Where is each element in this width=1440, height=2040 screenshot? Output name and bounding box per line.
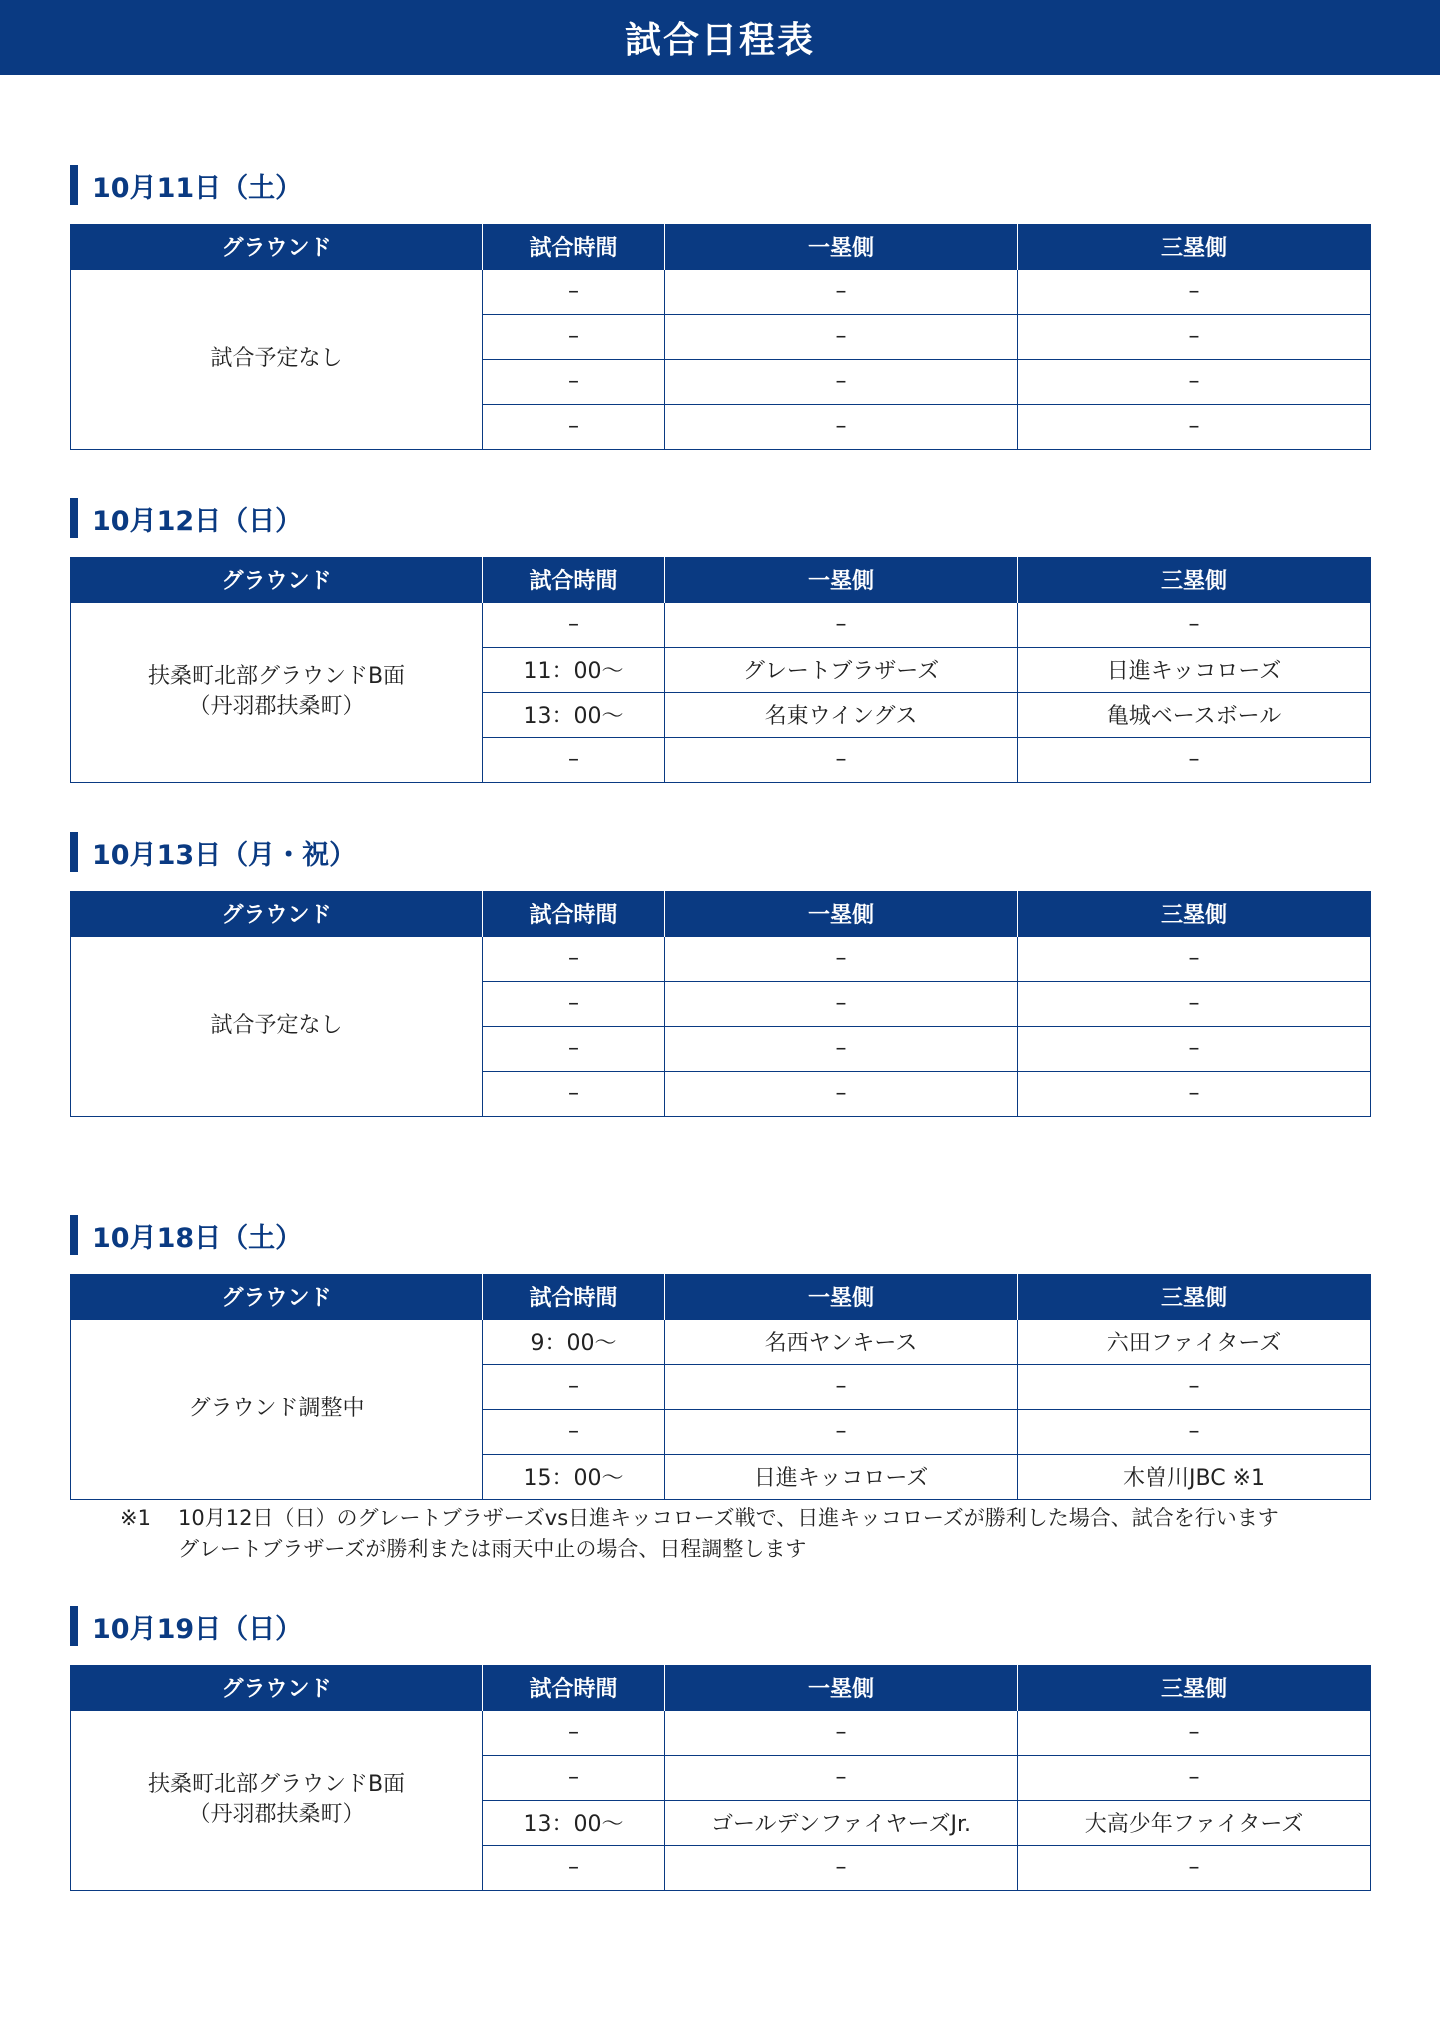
header-first-base: 一塁側 xyxy=(665,891,1018,936)
third-base-team: 日進キッコローズ xyxy=(1018,647,1371,692)
first-base-team: 名西ヤンキース xyxy=(665,1319,1018,1364)
day-date: 10月19日（日） xyxy=(92,1613,303,1645)
header-ground: グラウンド xyxy=(71,1665,483,1710)
first-base-team: – xyxy=(665,269,1018,314)
day-date: 10月13日（月・祝） xyxy=(92,839,357,871)
header-first-base: 一塁側 xyxy=(665,1274,1018,1319)
table-row xyxy=(71,1319,1371,1364)
header-first-base: 一塁側 xyxy=(665,557,1018,602)
first-base-team: – xyxy=(665,602,1018,647)
first-base-team: – xyxy=(665,1710,1018,1755)
ground-location: （丹羽郡扶桑町） xyxy=(188,694,365,719)
day-heading xyxy=(70,832,356,872)
third-base-team: – xyxy=(1018,1755,1371,1800)
first-base-team: 日進キッコローズ xyxy=(665,1454,1018,1499)
header-first-base: 一塁側 xyxy=(665,1665,1018,1710)
first-base-team: – xyxy=(665,1845,1018,1890)
match-time: – xyxy=(483,981,665,1026)
ground-location: （丹羽郡扶桑町） xyxy=(188,1802,365,1827)
match-time: – xyxy=(483,1409,665,1454)
schedule-table xyxy=(70,224,1371,450)
third-base-team: – xyxy=(1018,981,1371,1026)
first-base-team: ゴールデンファイヤーズJr. xyxy=(665,1800,1018,1845)
ground-name: 扶桑町北部グラウンドB面 xyxy=(147,664,406,689)
header-first-base: 一塁側 xyxy=(665,224,1018,269)
footnote-text-2: グレートブラザーズが勝利または雨天中止の場合、日程調整します xyxy=(178,1537,807,1561)
footnote-text-1: 10月12日（日）のグレートブラザーズvs日進キッコローズ戦で、日進キッコローズが勝利した場合、試合を行います xyxy=(178,1506,1279,1530)
match-time: – xyxy=(483,936,665,981)
third-base-team: – xyxy=(1018,737,1371,782)
heading-accent-bar xyxy=(70,165,78,205)
header-time: 試合時間 xyxy=(483,1274,665,1319)
schedule-table xyxy=(70,1274,1371,1500)
third-base-team: – xyxy=(1018,1845,1371,1890)
heading-accent-bar xyxy=(70,832,78,872)
day-date: 10月18日（土） xyxy=(92,1222,303,1254)
header-ground: グラウンド xyxy=(71,224,483,269)
header-third-base: 三塁側 xyxy=(1018,1274,1371,1319)
day-heading xyxy=(70,1215,302,1255)
header-time: 試合時間 xyxy=(483,891,665,936)
match-time: – xyxy=(483,602,665,647)
header-third-base: 三塁側 xyxy=(1018,891,1371,936)
third-base-team: – xyxy=(1018,1710,1371,1755)
match-time: – xyxy=(483,404,665,449)
footnote xyxy=(120,1503,1279,1565)
schedule-table xyxy=(70,1665,1371,1891)
table-row xyxy=(71,1710,1371,1755)
day-heading xyxy=(70,165,302,205)
third-base-team: 亀城ベースボール xyxy=(1018,692,1371,737)
third-base-team: 木曽川JBC ※1 xyxy=(1018,1454,1371,1499)
first-base-team: – xyxy=(665,359,1018,404)
third-base-team: – xyxy=(1018,1409,1371,1454)
header-time: 試合時間 xyxy=(483,557,665,602)
ground-cell xyxy=(71,269,483,449)
third-base-team: – xyxy=(1018,404,1371,449)
ground-cell xyxy=(71,936,483,1116)
first-base-team: – xyxy=(665,404,1018,449)
third-base-team: – xyxy=(1018,269,1371,314)
first-base-team: – xyxy=(665,737,1018,782)
match-time: – xyxy=(483,269,665,314)
ground-name: グラウンド調整中 xyxy=(188,1396,365,1421)
schedule-table xyxy=(70,891,1371,1117)
first-base-team: グレートブラザーズ xyxy=(665,647,1018,692)
match-time: – xyxy=(483,737,665,782)
match-time: – xyxy=(483,314,665,359)
header-third-base: 三塁側 xyxy=(1018,224,1371,269)
header-ground: グラウンド xyxy=(71,1274,483,1319)
match-time: 13：00〜 xyxy=(483,1800,665,1845)
match-time: – xyxy=(483,1071,665,1116)
table-header-row xyxy=(71,224,1371,269)
ground-name: 試合予定なし xyxy=(210,346,343,371)
first-base-team: 名東ウイングス xyxy=(665,692,1018,737)
first-base-team: – xyxy=(665,1026,1018,1071)
heading-accent-bar xyxy=(70,1606,78,1646)
third-base-team: – xyxy=(1018,936,1371,981)
table-row xyxy=(71,269,1371,314)
header-third-base: 三塁側 xyxy=(1018,557,1371,602)
match-time: – xyxy=(483,359,665,404)
ground-name: 試合予定なし xyxy=(210,1013,343,1038)
third-base-team: – xyxy=(1018,1026,1371,1071)
page-title: 試合日程表 xyxy=(0,0,1440,75)
third-base-team: 六田ファイターズ xyxy=(1018,1319,1371,1364)
match-time: 9：00〜 xyxy=(483,1319,665,1364)
third-base-team: – xyxy=(1018,602,1371,647)
table-header-row xyxy=(71,1274,1371,1319)
match-time: 11：00〜 xyxy=(483,647,665,692)
match-time: – xyxy=(483,1755,665,1800)
match-time: 13：00〜 xyxy=(483,692,665,737)
header-time: 試合時間 xyxy=(483,1665,665,1710)
first-base-team: – xyxy=(665,936,1018,981)
day-date: 10月12日（日） xyxy=(92,505,303,537)
first-base-team: – xyxy=(665,314,1018,359)
match-time: – xyxy=(483,1026,665,1071)
ground-cell xyxy=(71,1319,483,1499)
third-base-team: – xyxy=(1018,314,1371,359)
ground-cell xyxy=(71,602,483,782)
third-base-team: 大高少年ファイターズ xyxy=(1018,1800,1371,1845)
heading-accent-bar xyxy=(70,498,78,538)
first-base-team: – xyxy=(665,981,1018,1026)
table-row xyxy=(71,602,1371,647)
header-time: 試合時間 xyxy=(483,224,665,269)
table-row xyxy=(71,936,1371,981)
table-header-row xyxy=(71,557,1371,602)
footnote-line-1 xyxy=(120,1503,1279,1534)
day-date: 10月11日（土） xyxy=(92,172,303,204)
ground-name: 扶桑町北部グラウンドB面 xyxy=(147,1772,406,1797)
first-base-team: – xyxy=(665,1364,1018,1409)
header-third-base: 三塁側 xyxy=(1018,1665,1371,1710)
match-time: – xyxy=(483,1364,665,1409)
match-time: 15：00〜 xyxy=(483,1454,665,1499)
day-heading xyxy=(70,1606,302,1646)
first-base-team: – xyxy=(665,1755,1018,1800)
header-ground: グラウンド xyxy=(71,891,483,936)
table-header-row xyxy=(71,1665,1371,1710)
header-ground: グラウンド xyxy=(71,557,483,602)
match-time: – xyxy=(483,1710,665,1755)
day-heading xyxy=(70,498,302,538)
third-base-team: – xyxy=(1018,1071,1371,1116)
schedule-table xyxy=(70,557,1371,783)
heading-accent-bar xyxy=(70,1215,78,1255)
third-base-team: – xyxy=(1018,359,1371,404)
first-base-team: – xyxy=(665,1071,1018,1116)
match-time: – xyxy=(483,1845,665,1890)
third-base-team: – xyxy=(1018,1364,1371,1409)
ground-cell xyxy=(71,1710,483,1890)
first-base-team: – xyxy=(665,1409,1018,1454)
footnote-mark: ※1 xyxy=(120,1506,151,1530)
table-header-row xyxy=(71,891,1371,936)
